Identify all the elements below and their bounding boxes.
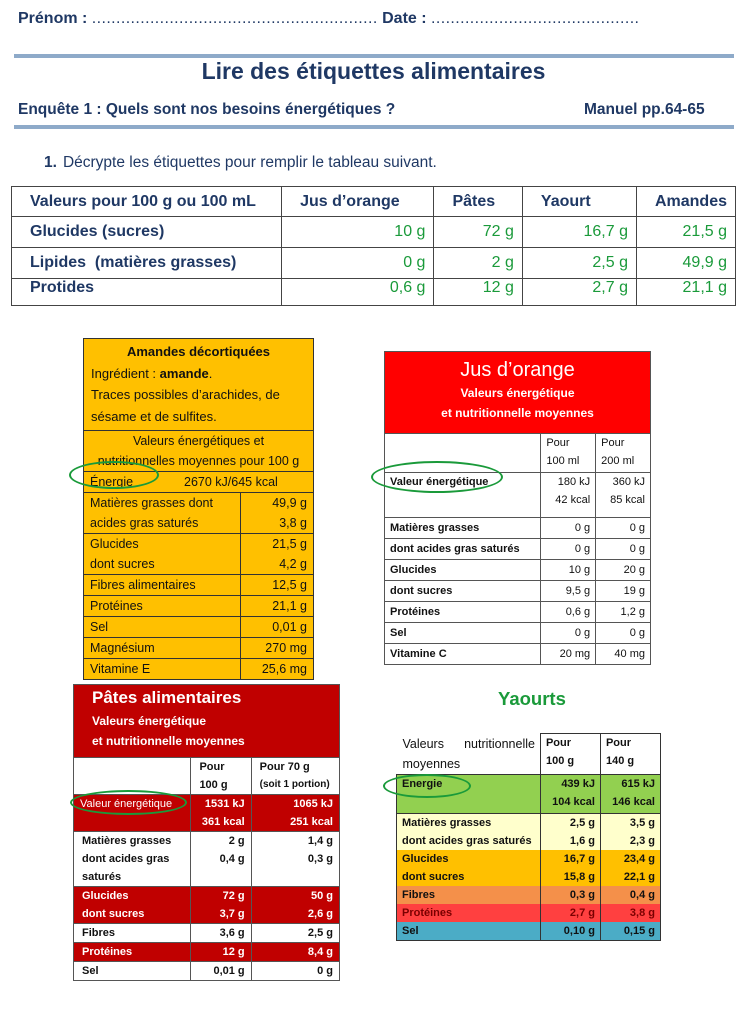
question-text: Décrypte les étiquettes pour remplir le tableau suivant. (62, 154, 437, 171)
amandes-row (84, 534, 313, 575)
yaourts-glucides-row (397, 850, 661, 886)
yaourts-column-headers (397, 734, 661, 775)
nutrient-value: 3,5 g 2,3 g (600, 813, 660, 850)
nutrient-label: Glucides dont sucres (84, 534, 241, 575)
amandes-traces-1: Traces possibles d’arachides, de (91, 387, 280, 402)
yaourts-fibres-row (397, 886, 661, 904)
row-label: Protides (12, 279, 282, 306)
nutrient-value: 9,5 g (541, 581, 596, 602)
col-header-100g: Pour 100 g (191, 758, 251, 795)
yaourts-head-label: Valeurs nutritionnelle moyennes (402, 736, 535, 771)
energy-value: 1531 kJ 361 kcal (191, 795, 251, 832)
nutrient-label: dont acides gras saturés (385, 539, 541, 560)
nutrient-value: 2,7 g (540, 904, 600, 922)
col-header-70g: Pour 70 g (soit 1 portion) (251, 758, 339, 795)
ingredient-suffix: . (208, 365, 213, 381)
answer-cell[interactable]: 72 g (434, 217, 522, 248)
nutrient-label: Sel (82, 965, 99, 977)
nutrient-value: 21,1 g (241, 596, 314, 617)
summary-table (11, 186, 736, 306)
nutrient-label: Fibres alimentaires (84, 575, 241, 596)
nutrient-value: 0,10 g (540, 922, 600, 941)
jus-row (385, 644, 650, 665)
jus-subtitle-1: Valeurs énergétique (460, 386, 575, 400)
nutrient-value: 20 mg (541, 644, 596, 665)
jus-title: Jus d’orange (460, 359, 575, 381)
summary-header-cell: Yaourt (522, 187, 636, 217)
pates-sel-row (74, 962, 339, 981)
pates-fat-row (74, 832, 339, 887)
ingredient-name: amande (159, 365, 209, 381)
energy-label: Valeur énergétique (74, 795, 191, 832)
nutrient-label: Matières grasses dont acides gras saturés (74, 832, 191, 887)
nutrient-value: 270 mg (241, 638, 314, 659)
pates-fibres-row (74, 924, 339, 943)
nutrient-value: 40 mg (596, 644, 650, 665)
summary-header-row (12, 187, 736, 217)
energy-value: 360 kJ 85 kcal (596, 473, 650, 518)
yaourts-proteines-row (397, 904, 661, 922)
yaourts-nutrition-table (396, 733, 661, 941)
nutrient-label: dont sucres (385, 581, 541, 602)
amandes-energy-row (84, 472, 313, 493)
energy-value: 1065 kJ 251 kcal (251, 795, 339, 832)
ingredient-prefix: Ingrédient : (91, 365, 160, 381)
answer-cell[interactable]: 10 g (282, 217, 434, 248)
nutrient-label: Protéines (397, 904, 541, 922)
row-label: Glucides (sucres) (12, 217, 282, 248)
yaourts-energy-row (397, 774, 661, 813)
amandes-row (84, 659, 313, 680)
nutrient-value: 0 g (541, 518, 596, 539)
pates-header (74, 685, 339, 758)
summary-row-lipides (12, 248, 736, 279)
energy-label: Énergie (90, 475, 134, 489)
amandes-traces-2: sésame et de sulfites. (91, 408, 217, 424)
nutrient-label: Protéines (84, 596, 241, 617)
nutrient-label: Sel (84, 617, 241, 638)
empty-cell (385, 434, 541, 473)
nutrient-value: 10 g (541, 560, 596, 581)
nutrient-label: Magnésium (84, 638, 241, 659)
jus-row (385, 602, 650, 623)
summary-header-cell: Valeurs pour 100 g ou 100 mL (12, 187, 282, 217)
nutrient-value: 1,4 g 0,3 g (251, 832, 339, 887)
col-header-200ml: Pour 200 ml (596, 434, 650, 473)
energy-value: 2670 kJ/645 kcal (184, 475, 278, 489)
pates-subtitle-1: Valeurs énergétique (92, 714, 207, 728)
nutrient-value: 21,5 g 4,2 g (241, 534, 314, 575)
amandes-row (84, 596, 313, 617)
pates-glucides-row (74, 887, 339, 924)
nutrient-label: Glucides dont sucres (74, 887, 191, 924)
amandes-row (84, 617, 313, 638)
nutrient-value: 8,4 g (251, 943, 339, 962)
nutrient-value: 2 g 0,4 g (191, 832, 251, 887)
bottom-rule (14, 125, 734, 129)
nutrient-value: 16,7 g 15,8 g (540, 850, 600, 886)
nutrient-value: 12,5 g (241, 575, 314, 596)
answer-cell[interactable]: 0,6 g (282, 279, 434, 306)
empty-cell (74, 758, 191, 795)
col-header-100g: Pour 100 g (540, 734, 600, 775)
page-title: Lire des étiquettes alimentaires (201, 58, 546, 84)
nutrient-value: 12 g (191, 943, 251, 962)
nutrient-value: 0 g (596, 623, 650, 644)
answer-cell[interactable]: 49,9 g (636, 248, 735, 279)
nutrient-value: 2,5 g 1,6 g (540, 813, 600, 850)
question-number: 1. (44, 154, 57, 171)
nutrient-value: 0,15 g (600, 922, 660, 941)
nutrient-label: Protéines (385, 602, 541, 623)
question-1 (44, 154, 437, 172)
energy-label: Valeur énergétique (385, 473, 541, 518)
energy-value: 439 kJ 104 kcal (540, 774, 600, 813)
summary-row-glucides (12, 217, 736, 248)
nutrient-value: 0,01 g (191, 962, 251, 981)
energy-label: Energie (397, 774, 541, 813)
jus-row (385, 518, 650, 539)
energy-value: 180 kJ 42 kcal (541, 473, 596, 518)
summary-header-cell: Pâtes (434, 187, 522, 217)
amandes-label (83, 338, 314, 680)
date-label: Date : (382, 10, 427, 27)
jus-column-headers (385, 434, 650, 473)
amandes-row (84, 493, 313, 534)
answer-cell[interactable]: 16,7 g (522, 217, 636, 248)
nutrient-label: Vitamine E (90, 662, 151, 676)
nutrient-value: 3,6 g (191, 924, 251, 943)
nutrient-value: 25,6 mg (241, 659, 314, 680)
nutrient-value: 50 g 2,6 g (251, 887, 339, 924)
jus-subtitle-2: et nutritionnelle moyennes (441, 406, 594, 420)
values-heading-line-1: Valeurs énergétiques et (132, 434, 265, 448)
prenom-field[interactable]: ........................................................... (91, 10, 378, 27)
nutrient-value: 49,9 g 3,8 g (241, 493, 314, 534)
nutrient-label: Sel (385, 623, 541, 644)
nutrient-label: Matières grasses (385, 518, 541, 539)
nutrient-value: 1,2 g (596, 602, 650, 623)
col-header-100ml: Pour 100 ml (541, 434, 596, 473)
pates-energy-row (74, 795, 339, 832)
pates-subtitle-2: et nutritionnelle moyennes (92, 734, 245, 748)
amandes-description (84, 339, 313, 431)
amandes-values-heading (84, 431, 313, 472)
answer-cell[interactable]: 2 g (434, 248, 522, 279)
nutrient-label: Glucides dont sucres (397, 850, 541, 886)
amandes-row (84, 575, 313, 596)
jus-row (385, 539, 650, 560)
row-label: Lipides (matières grasses) (12, 248, 282, 279)
jus-energy-row (385, 473, 650, 518)
col-header-140g: Pour 140 g (600, 734, 660, 775)
yaourts-label (396, 733, 661, 941)
pates-label (73, 684, 340, 981)
answer-cell[interactable]: 21,1 g (636, 279, 735, 306)
answer-cell[interactable]: 0 g (282, 248, 434, 279)
pates-nutrition-table (74, 758, 339, 980)
nutrient-value: 0 g (596, 518, 650, 539)
nutrient-value: 72 g 3,7 g (191, 887, 251, 924)
subtitle: Enquête 1 : Quels sont nos besoins énergétiques ? (18, 101, 396, 118)
nutrient-value: 0 g (541, 539, 596, 560)
yaourts-title: Yaourts (498, 688, 566, 709)
jus-row (385, 560, 650, 581)
name-date-line (18, 10, 639, 28)
pates-title: Pâtes alimentaires (92, 688, 242, 707)
jus-row (385, 623, 650, 644)
answer-cell[interactable]: 2,5 g (522, 248, 636, 279)
nutrient-value: 0,3 g (540, 886, 600, 904)
amandes-title: Amandes décortiquées (126, 344, 271, 359)
nutrient-value: 0 g (541, 623, 596, 644)
nutrient-value: 20 g (596, 560, 650, 581)
amandes-nutrition-table (84, 493, 313, 679)
summary-header-cell: Jus d’orange (282, 187, 434, 217)
yaourts-sel-row (397, 922, 661, 941)
answer-cell[interactable]: 12 g (434, 279, 522, 306)
prenom-label: Prénom : (18, 10, 88, 27)
nutrient-value: 23,4 g 22,1 g (600, 850, 660, 886)
pates-column-headers (74, 758, 339, 795)
date-field[interactable]: ........................................... (431, 10, 640, 27)
manual-reference: Manuel pp.64-65 (584, 101, 705, 118)
nutrient-label: Fibres (397, 886, 541, 904)
nutrient-label: Vitamine C (390, 648, 447, 660)
values-heading-line-2: nutritionnelles moyennes pour 100 g (97, 454, 300, 468)
nutrient-value: 19 g (596, 581, 650, 602)
energy-value: 615 kJ 146 kcal (600, 774, 660, 813)
nutrient-value: 0,6 g (541, 602, 596, 623)
jus-orange-label (384, 351, 651, 665)
nutrient-value: 3,8 g (600, 904, 660, 922)
summary-header-cell: Amandes (636, 187, 735, 217)
nutrient-label: Fibres (74, 924, 191, 943)
nutrient-value: 2,5 g (251, 924, 339, 943)
nutrient-label: Glucides (385, 560, 541, 581)
pates-proteines-row (74, 943, 339, 962)
nutrient-label: Protéines (74, 943, 191, 962)
nutrient-label: Matières grasses dont acides gras saturés (397, 813, 541, 850)
nutrient-value: 0,01 g (241, 617, 314, 638)
amandes-ingredient (91, 363, 306, 385)
jus-nutrition-table (385, 434, 650, 664)
nutrient-value: 0,4 g (600, 886, 660, 904)
nutrient-label: Matières grasses dont acides gras saturés (84, 493, 241, 534)
nutrient-value: 0 g (596, 539, 650, 560)
summary-row-protides (12, 279, 736, 306)
nutrient-value: 0 g (251, 962, 339, 981)
nutrient-label: Sel (397, 922, 541, 941)
amandes-row (84, 638, 313, 659)
answer-cell[interactable]: 2,7 g (522, 279, 636, 306)
yaourts-fat-row (397, 813, 661, 850)
answer-cell[interactable]: 21,5 g (636, 217, 735, 248)
jus-header (385, 352, 650, 434)
jus-row (385, 581, 650, 602)
